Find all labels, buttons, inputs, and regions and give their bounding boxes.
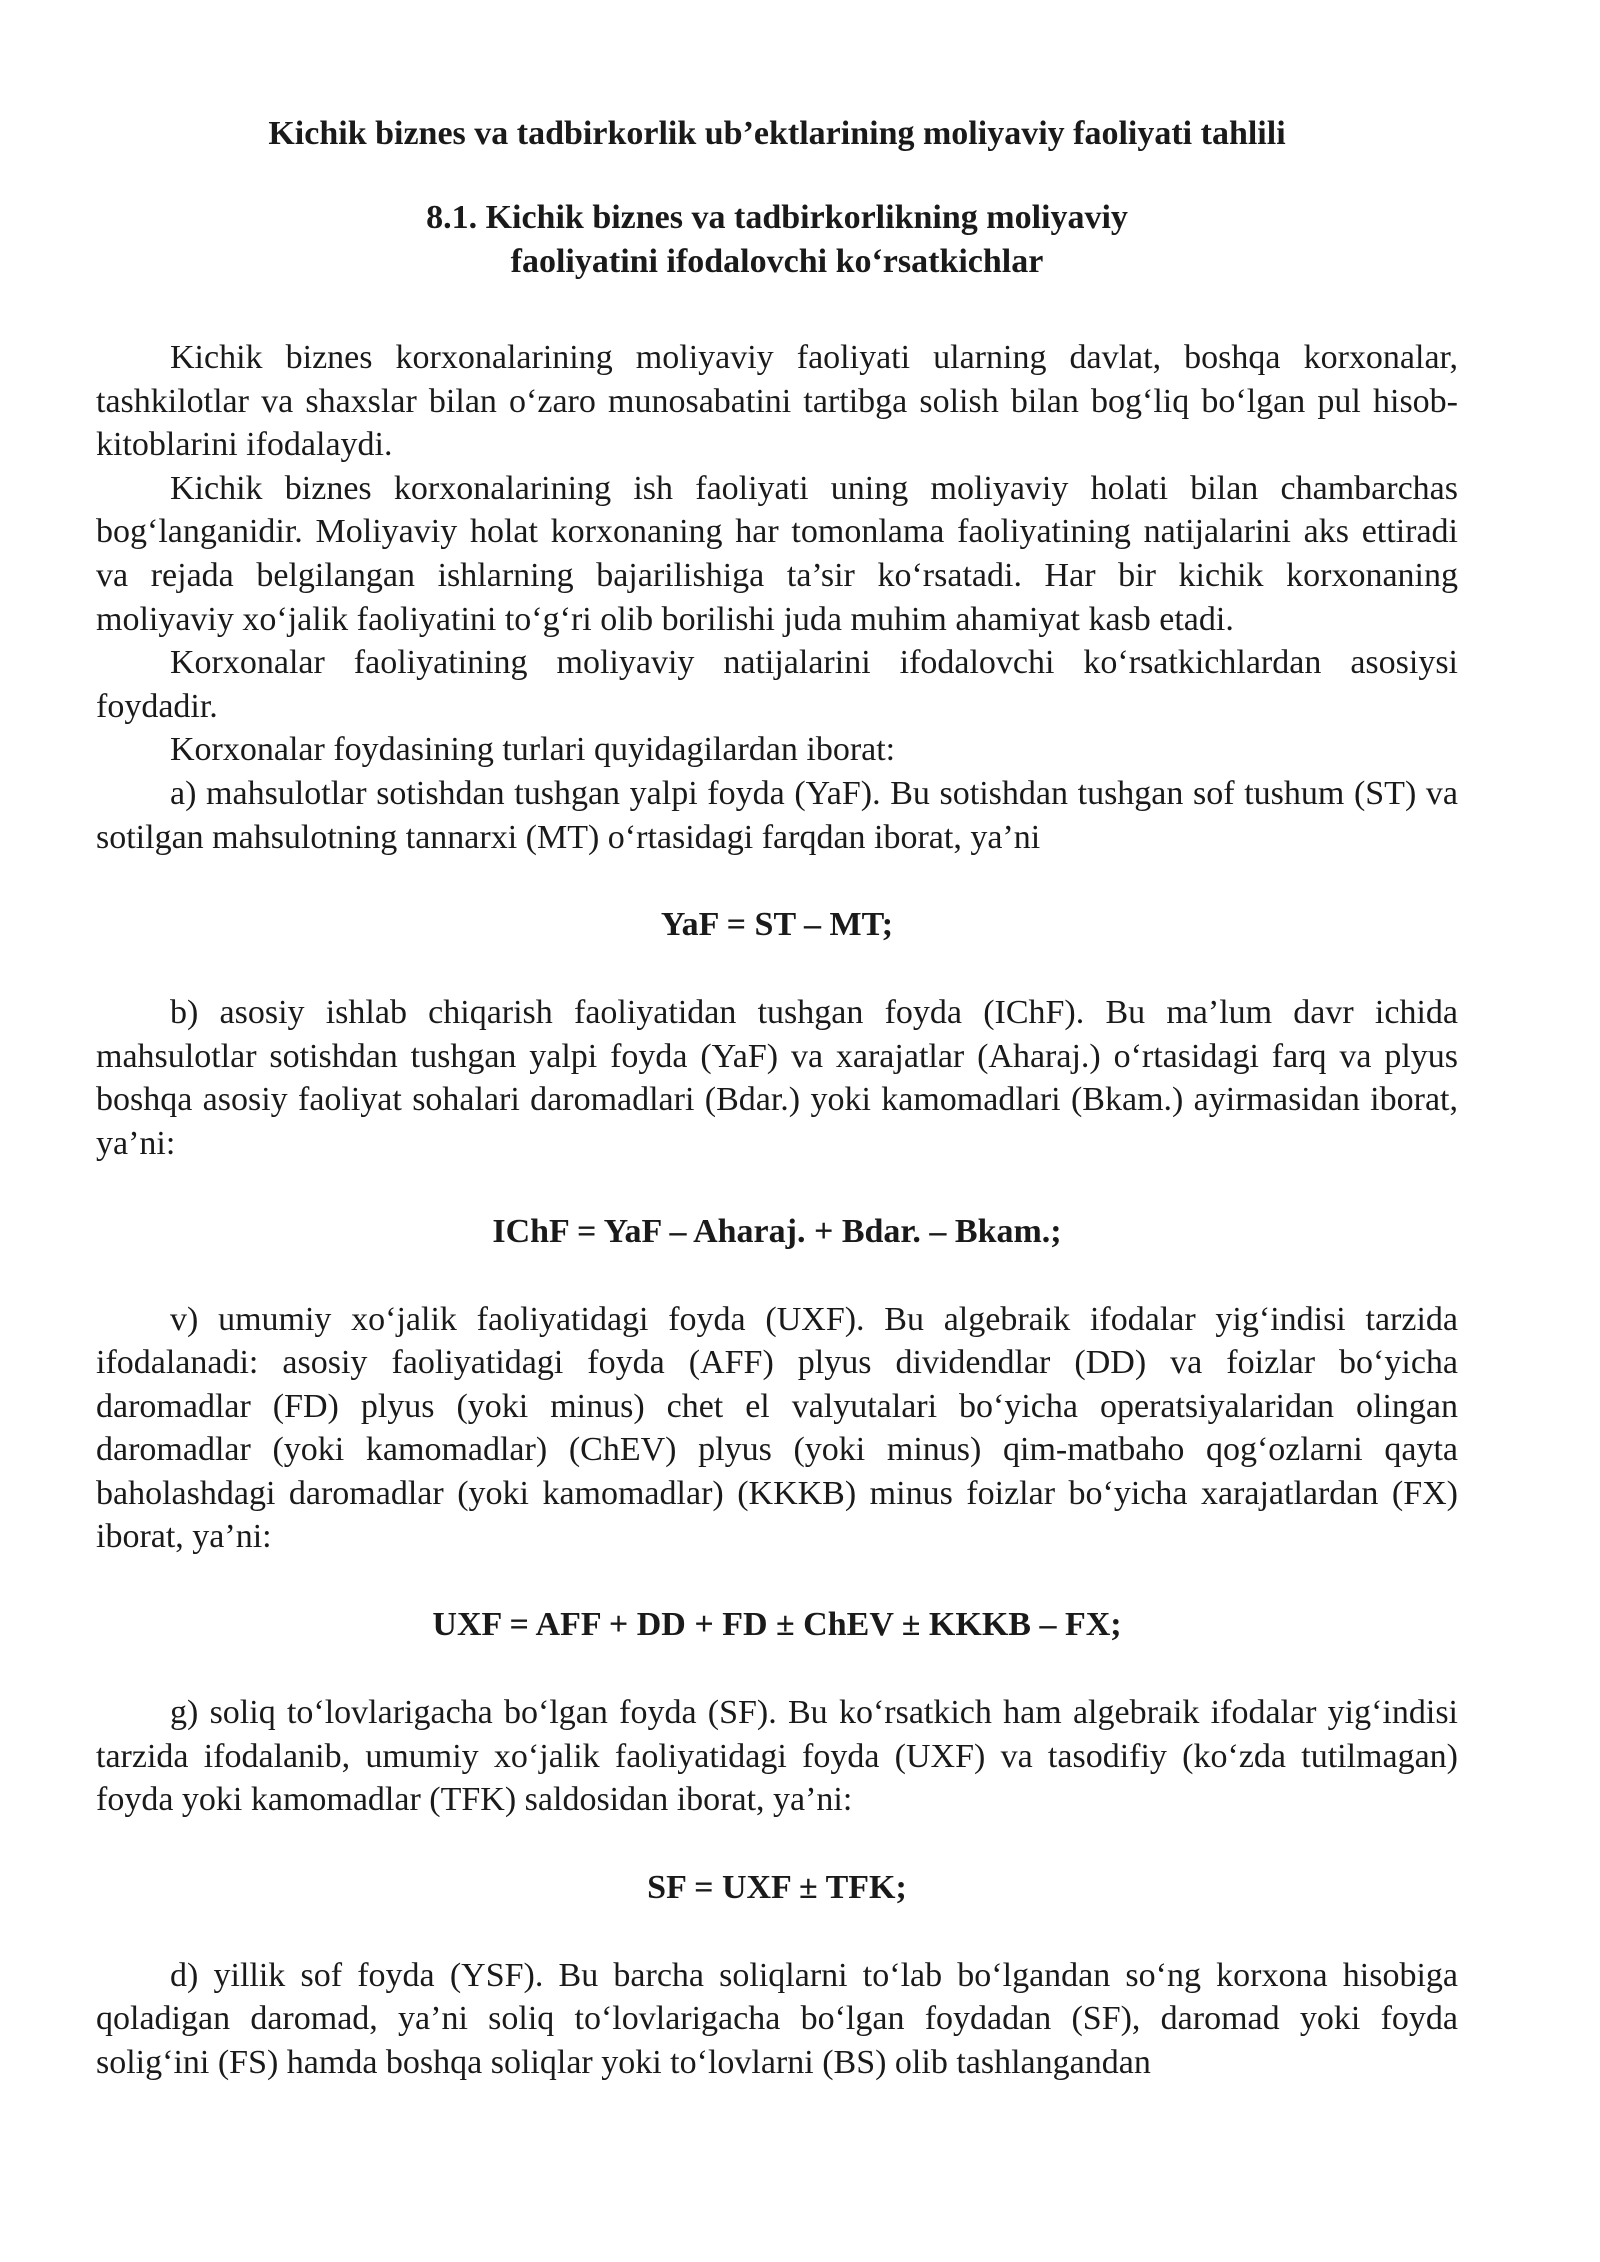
paragraph-g: g) soliq to‘lovlarigacha bo‘lgan foyda (SF). Bu ko‘rsatkich ham algebraik ifodalar yig‘indisi tarzida ifodalanib, umumiy xo‘jalik faoliyatidagi foyda (UXF) va tasodifiy (ko‘zda tutilmagan) foyda yoki kamomadlar (TFK) saldosidan iborat, ya’ni: bbox=[96, 1694, 1458, 1819]
formula-sf: SF = UXF ± TFK; bbox=[647, 1868, 907, 1906]
section-title-line-1: 8.1. Kichik biznes va tadbirkorlikning moliyaviy bbox=[426, 199, 1128, 236]
paragraph-d: d) yillik sof foyda (YSF). Bu barcha soliqlarni to‘lab bo‘lgandan so‘ng korxona hisobiga qoladigan daromad, ya’ni soliq to‘lovlarigacha bo‘lgan foydadan (SF), daromad yoki foyda solig‘ini (FS) hamda boshqa soliqlar yoki to‘lovlarni (BS) olib tashlangandan bbox=[96, 1956, 1458, 2082]
document-body bbox=[96, 336, 1458, 2085]
paragraph-v: v) umumiy xo‘jalik faoliyatidagi foyda (UXF). Bu algebraik ifodalar yig‘indisi tarzida ifodalanadi: asosiy faoliyatidagi foyda (AFF) plyus dividendlar (DD) va foizlar bo‘yicha daromadlar (FD) plyus (yoki minus) chet el valyutalari bo‘yicha operatsiyalaridan olingan daromadlar (yoki kamomadlar) (ChEV) plyus (yoki minus) qim-matbaho qog‘ozlarni qayta baholashdagi daromadlar (yoki kamomadlar) (KKKB) minus foizlar bo‘yicha xarajatlardan (FX) iborat, ya’ni: bbox=[96, 1300, 1458, 1556]
paragraph-financial-state: Kichik biznes korxonalarining ish faoliyati uning moliyaviy holati bilan chambarchas bog‘langanidir. Moliyaviy holat korxonaning har tomonlama faoliyatining natijalarini aks ettiradi va rejada belgilangan ishlarning bajarilishiga ta’sir ko‘rsatadi. Har bir kichik korxonaning moliyaviy xo‘jalik faoliyatini to‘g‘ri olib borilishi juda muhim ahamiyat kasb etadi. bbox=[96, 469, 1458, 638]
paragraph-b: b) asosiy ishlab chiqarish faoliyatidan tushgan foyda (IChF). Bu ma’lum davr ichida mahsulotlar sotishdan tushgan yalpi foyda (YaF) va xarajatlar (Aharaj.) o‘rtasidagi farq va plyus boshqa asosiy faoliyat sohalari daromadlari (Bdar.) yoki kamomadlari (Bkam.) ayirmasidan iborat, ya’ni: bbox=[96, 994, 1458, 1162]
document-title: Kichik biznes va tadbirkorlik ub’ektlarining moliyaviy faoliyati tahlili bbox=[268, 115, 1286, 152]
formula-yaf: YaF = ST – MT; bbox=[660, 906, 894, 944]
document-page bbox=[96, 112, 1458, 2085]
section-title-line-2: faoliyatini ifodalovchi ko‘rsatkichlar bbox=[510, 243, 1044, 280]
paragraph-intro: Kichik biznes korxonalarining moliyaviy faoliyati ularning davlat, boshqa korxonalar, tashkilotlar va shaxslar bilan o‘zaro munosabatini tartibga solish bilan bog‘liq bo‘lgan pul hisob-kitoblarini ifodalaydi. bbox=[96, 339, 1458, 464]
paragraph-a: a) mahsulotlar sotishdan tushgan yalpi foyda (YaF). Bu sotishdan tushgan sof tushum (ST) va sotilgan mahsulotning tannarxi (MT) o‘rtasidagi farqdan iborat, ya’ni bbox=[96, 774, 1458, 856]
paragraph-profit-main: Korxonalar faoliyatining moliyaviy natijalarini ifodalovchi ko‘rsatkichlardan asosiysi foydadir. bbox=[96, 644, 1458, 725]
section-title bbox=[96, 196, 1458, 284]
paragraph-profit-types: Korxonalar foydasining turlari quyidagilardan iborat: bbox=[170, 731, 896, 769]
formula-uxf: UXF = AFF + DD + FD ± ChEV ± KKKB – FX; bbox=[432, 1606, 1122, 1644]
formula-ichf: IChF = YaF – Aharaj. + Bdar. – Bkam.; bbox=[492, 1212, 1062, 1250]
